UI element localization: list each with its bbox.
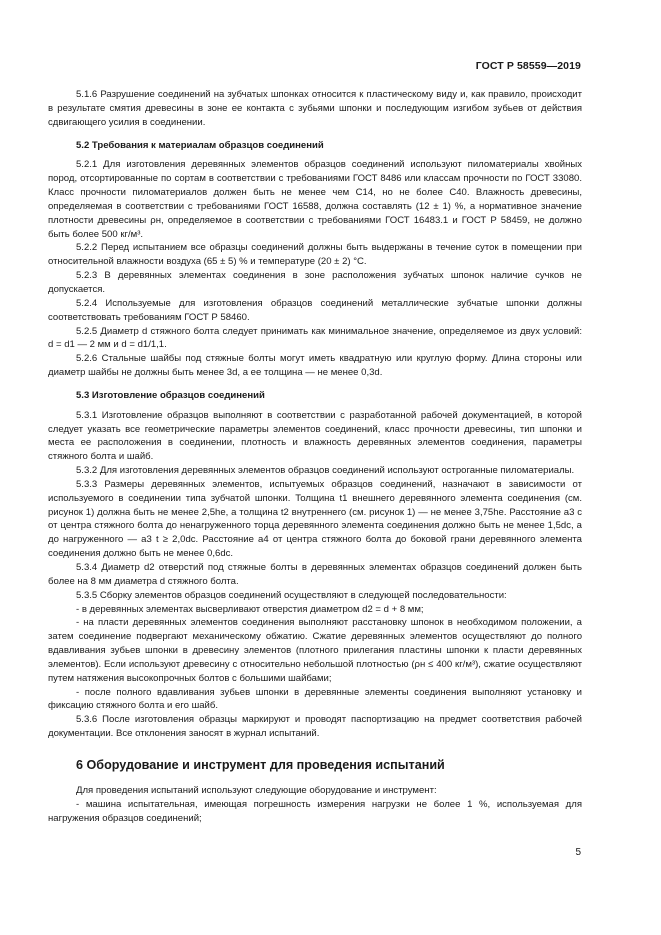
list-item-5-3-5-a: - в деревянных элементах высверливают отверстия диаметром d2 = d + 8 мм; (76, 603, 424, 615)
standard-header: ГОСТ Р 58559—2019 (475, 60, 581, 72)
paragraph-5-3-6: 5.3.6 После изготовления образцы маркируют и проводят паспортизацию на предмет соответствия рабочей документации. Все отклонения заносят в журнал испытаний. (48, 714, 582, 740)
paragraph-5-3-5: 5.3.5 Сборку элементов образцов соединений осуществляют в следующей последовательности: (76, 589, 507, 601)
paragraph-5-3-1: 5.3.1 Изготовление образцов выполняют в соответствии с разработанной рабочей документацией, в которой следует указать все геометрические параметры элементов соединений, класс прочности древесины, тип шпонки и места ее расположения в соединении, плотность и влажность деревянных элементов соединения, параметры стяжного болта и шайб. (48, 409, 582, 463)
paragraph-5-2-1: 5.2.1 Для изготовления деревянных элементов образцов соединений используют пиломатериалы хвойных пород, отсортированные по сортам в соответствии с требованиями ГОСТ 8486 или классам прочности по ГОСТ 33080. Класс прочности пиломатериалов должен быть не менее чем С14, но не более С40. Влажность древесины, определяемая в соответствии с требованиями ГОСТ 16588, должна составлять (12 ± 1) %, а нормативное значение плотности древесины ρн, определяемое в соответствии с требованиями ГОСТ 16483.1 и ГОСТ Р 58459, не должно быть более 500 кг/м³. (48, 159, 582, 240)
paragraph-5-2-3: 5.2.3 В деревянных элементах соединения в зоне расположения зубчатых шпонок наличие сучков не допускается. (48, 270, 582, 295)
paragraph-5-3-2: 5.3.2 Для изготовления деревянных элементов образцов соединений используют остроганные пиломатериалы. (76, 465, 575, 477)
paragraph-5-2-2: 5.2.2 Перед испытанием все образцы соединений должны быть выдержаны в течение суток в помещении при относительной влажности воздуха (65 ± 5) % и температуре (20 ± 2) °С. (48, 242, 582, 268)
section-heading-6: 6 Оборудование и инструмент для проведения испытаний (76, 757, 445, 772)
paragraph-5-2-4: 5.2.4 Используемые для изготовления образцов соединений металлические зубчатые шпонки должны соответствовать требованиям ГОСТ Р 58460. (48, 297, 582, 323)
section-heading-5-2: 5.2 Требования к материалам образцов соединений (76, 139, 324, 151)
paragraph-5-2-5: 5.2.5 Диаметр d стяжного болта следует принимать как минимальное значение, определяемое из двух условий: d = d1 — 2 мм и d = d1/1,1. (48, 325, 582, 351)
paragraph-5-3-4: 5.3.4 Диаметр d2 отверстий под стяжные болты в деревянных элементах образцов соединений должен быть более на 8 мм диаметра d стяжного болта. (48, 562, 582, 587)
paragraph-5-2-6: 5.2.6 Стальные шайбы под стяжные болты могут иметь квадратную или круглую форму. Длина стороны или диаметр шайбы не должны быть менее 3d, а ее толщина — не менее 0,3d. (48, 353, 582, 379)
paragraph-5-1-6: 5.1.6 Разрушение соединений на зубчатых шпонках относится к пластическому виду и, как правило, происходит в результате смятия древесины в зоне ее контакта с зубьями шпонки и последующим изгибом зубьев от действия сдвигающего усилия в соединении. (48, 89, 582, 128)
paragraph-6-intro: Для проведения испытаний используют следующие оборудование и инструмент: (76, 784, 437, 796)
document-body (48, 88, 582, 826)
list-item-6-a: - машина испытательная, имеющая погрешность измерения нагрузки не более 1 %, используемая для нагружения образцов соединений; (48, 798, 582, 824)
page-number: 5 (575, 847, 581, 858)
paragraph-5-3-3: 5.3.3 Размеры деревянных элементов, испытуемых образцов соединений, назначают в зависимости от используемого в соединении типа зубчатой шпонки. Толщина t1 внешнего деревянного элемента соединения (см. рисунок 1) должна быть не менее 2,5he, а толщина t2 внутреннего (см. рисунок 1) — не менее 3,75he. Расстояние a3 c от центра стяжного болта до ненагруженного торца деревянного элемента соединения должно быть не менее 1,5dc, а до нагруженного — a3 t ≥ 2,0dc. Расстояние a4 от центра стяжного болта до боковой грани деревянного элемента соединения должно быть не менее 0,6dc. (48, 478, 582, 560)
section-heading-5-3: 5.3 Изготовление образцов соединений (76, 389, 265, 401)
list-item-5-3-5-c: - после полного вдавливания зубьев шпонки в деревянные элементы соединения выполняют установку и фиксацию стяжного болта и его шайб. (48, 686, 582, 712)
list-item-5-3-5-b: - на пласти деревянных элементов соединения выполняют расстановку шпонок в необходимом положении, а затем соединение подвергают механическому обжатию. Сжатие деревянных элементов осуществляют до полного вдавливания зубьев шпонки в древесину элементов (плотного прилегания пластины шпонки к пласти деревянных элементов). Если используют древесину с относительно небольшой плотностью (ρн ≤ 400 кг/м³), сжатие осуществляют путем натяжения высокопрочных болтов с большими шайбами; (48, 617, 582, 684)
